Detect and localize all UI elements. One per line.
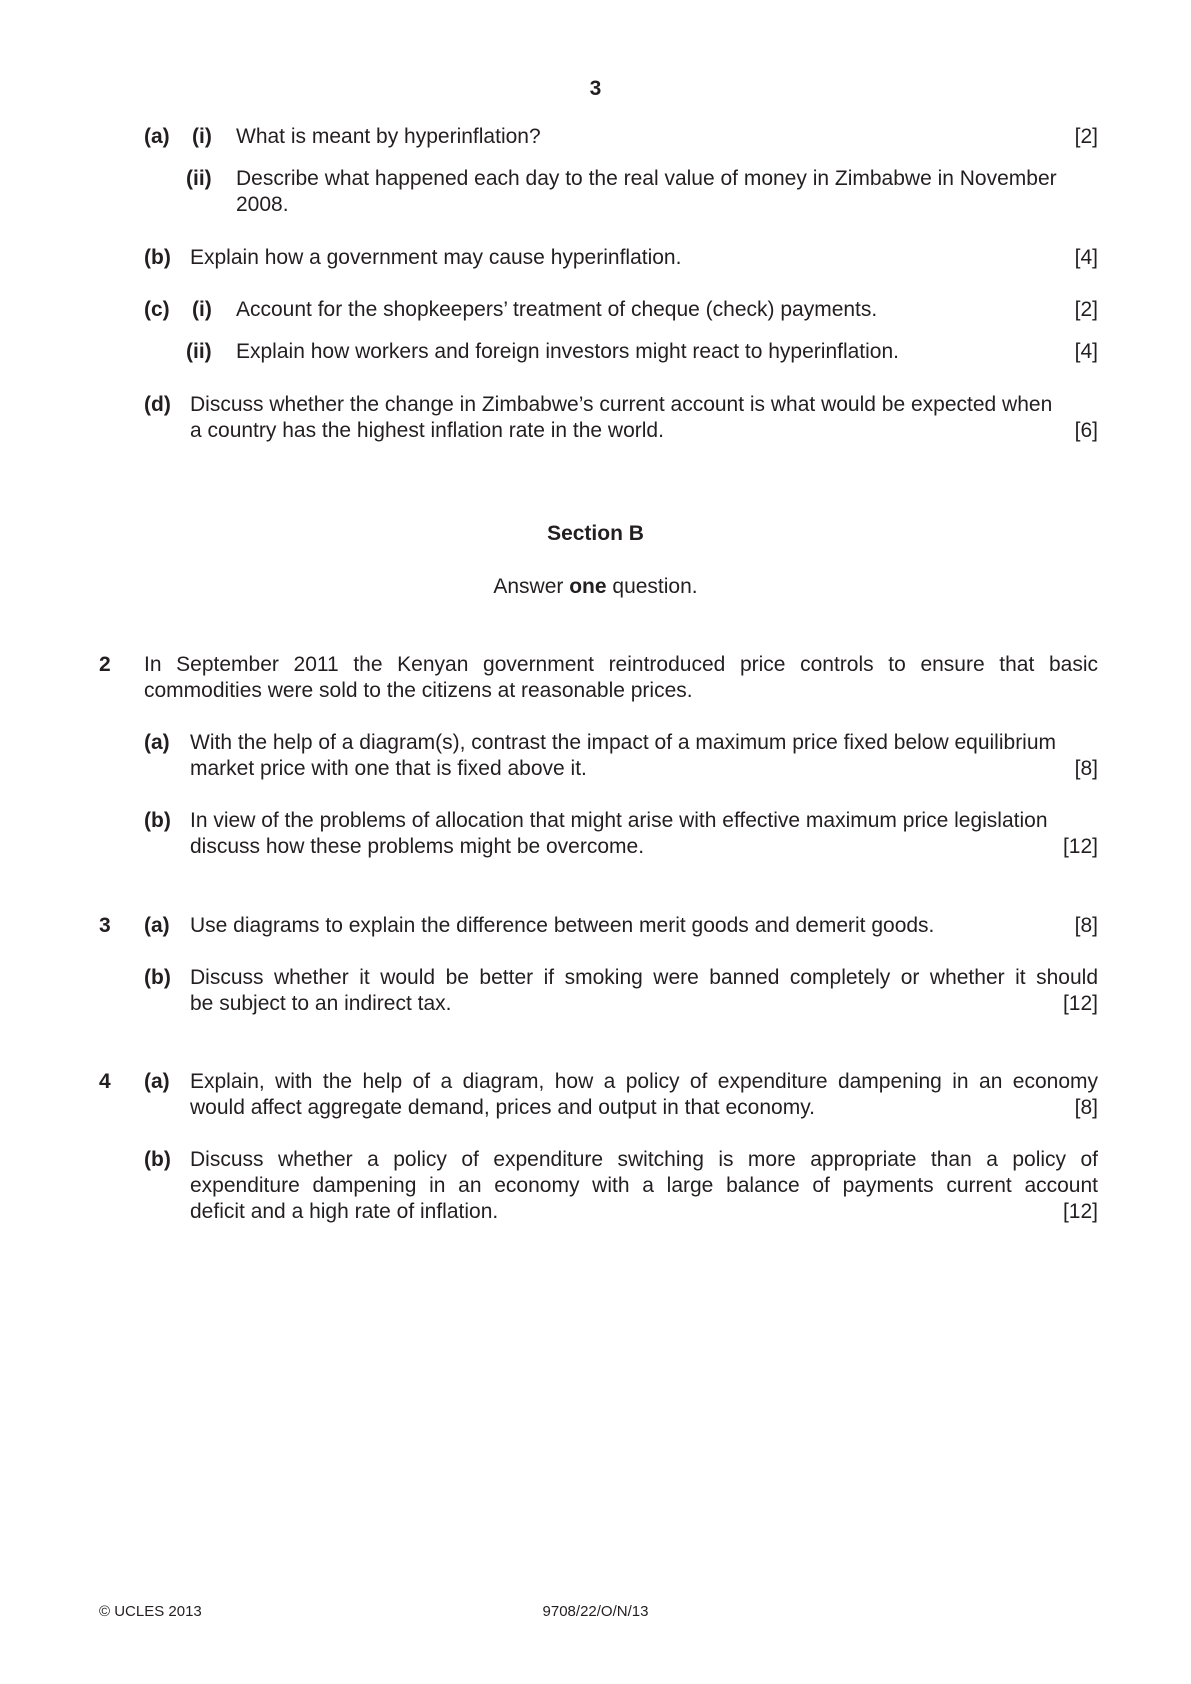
q3-a-label: (a) [144,914,170,937]
q1-d-label: (d) [144,393,171,416]
q3-number: 3 [99,914,111,937]
q2-a-question [190,730,1098,782]
q1-c-i-label: (i) [192,298,212,321]
q1-b-question [190,245,1098,271]
q4-b-line1: Discuss whether a policy of expenditure switching is more appropriate than a policy of [190,1148,1098,1171]
q2-intro-line2: commodities were sold to the citizens at reasonable prices. [144,679,693,702]
q2-a-line1: With the help of a diagram(s), contrast the impact of a maximum price fixed below equilibrium [190,731,1057,754]
q3-b-line1: Discuss whether it would be better if smoking were banned completely or whether it should [190,966,1098,989]
q4-a-mark: [8] [1074,1096,1098,1119]
q2-b-question [190,808,1098,860]
instruction-bold: one [569,575,607,598]
q1-b-mark: [4] [1074,246,1098,269]
q4-b-question [190,1147,1098,1225]
footer-code: 9708/22/O/N/13 [542,1603,649,1620]
q2-a-label: (a) [144,731,170,754]
q3-b-mark: [12] [1062,992,1098,1015]
q1-c-i-question [236,297,1098,323]
q1-a-i-label: (i) [192,125,212,148]
page-number: 3 [589,77,602,100]
q2-b-line1: In view of the problems of allocation that might arise with effective maximum price legislation [190,809,1048,832]
q3-b-line2: be subject to an indirect tax. [190,992,452,1015]
q2-b-mark: [12] [1062,835,1098,858]
q4-b-label: (b) [144,1148,171,1171]
q2-b-line2: discuss how these problems might be overcome. [190,835,645,858]
q1-d-question [190,392,1098,444]
q1-b-text: Explain how a government may cause hyperinflation. [190,246,682,269]
instruction-pre: Answer [493,575,570,598]
q1-d-line2: a country has the highest inflation rate in the world. [190,419,664,442]
q2-a-mark: [8] [1074,757,1098,780]
q2-intro [144,652,1098,704]
q3-b-label: (b) [144,966,171,989]
q3-a-mark: [8] [1074,914,1098,937]
q1-b-label: (b) [144,246,171,269]
section-b-instruction [0,574,1191,600]
q4-a-question [190,1069,1098,1121]
q3-a-text: Use diagrams to explain the difference between merit goods and demerit goods. [190,914,935,937]
q1-c-ii-question [236,339,1098,365]
q1-a-label: (a) [144,125,170,148]
q1-c-ii-label: (ii) [186,340,212,363]
q1-a-i-text: What is meant by hyperinflation? [236,125,541,148]
q1-c-ii-mark: [4] [1074,340,1098,363]
q2-number: 2 [99,653,111,676]
q3-b-question [190,965,1098,1017]
instruction-post: question. [606,575,698,598]
section-b-title: Section B [547,522,644,545]
q4-b-mark: [12] [1062,1200,1098,1223]
q1-c-i-text: Account for the shopkeepers’ treatment of cheque (check) payments. [236,298,878,321]
q4-b-line3: deficit and a high rate of inflation. [190,1200,499,1223]
q4-a-line1: Explain, with the help of a diagram, how a policy of expenditure dampening in an economy [190,1070,1098,1093]
q1-a-i-question [236,124,1098,150]
footer-copyright: © UCLES 2013 [99,1603,202,1620]
q1-a-ii-line1: Describe what happened each day to the real value of money in Zimbabwe in November [236,167,1057,190]
q1-c-ii-text: Explain how workers and foreign investors might react to hyperinflation. [236,340,899,363]
q1-a-i-mark: [2] [1074,125,1098,148]
q1-a-ii-line2: 2008. [236,193,289,216]
q3-a-question [190,913,1098,939]
q1-a-ii-label: (ii) [186,167,212,190]
q1-d-line1: Discuss whether the change in Zimbabwe’s current account is what would be expected when [190,393,1053,416]
q1-a-ii-question [236,166,1098,218]
q1-c-i-mark: [2] [1074,298,1098,321]
q1-d-mark: [6] [1074,419,1098,442]
q1-c-label: (c) [144,298,170,321]
q4-b-line2: expenditure dampening in an economy with a large balance of payments current account [190,1174,1098,1197]
q2-a-line2: market price with one that is fixed above it. [190,757,587,780]
q4-number: 4 [99,1070,111,1093]
q4-a-line2: would affect aggregate demand, prices and output in that economy. [190,1096,815,1119]
q4-a-label: (a) [144,1070,170,1093]
q2-intro-line1: In September 2011 the Kenyan government reintroduced price controls to ensure that basic [144,653,1098,676]
q2-b-label: (b) [144,809,171,832]
